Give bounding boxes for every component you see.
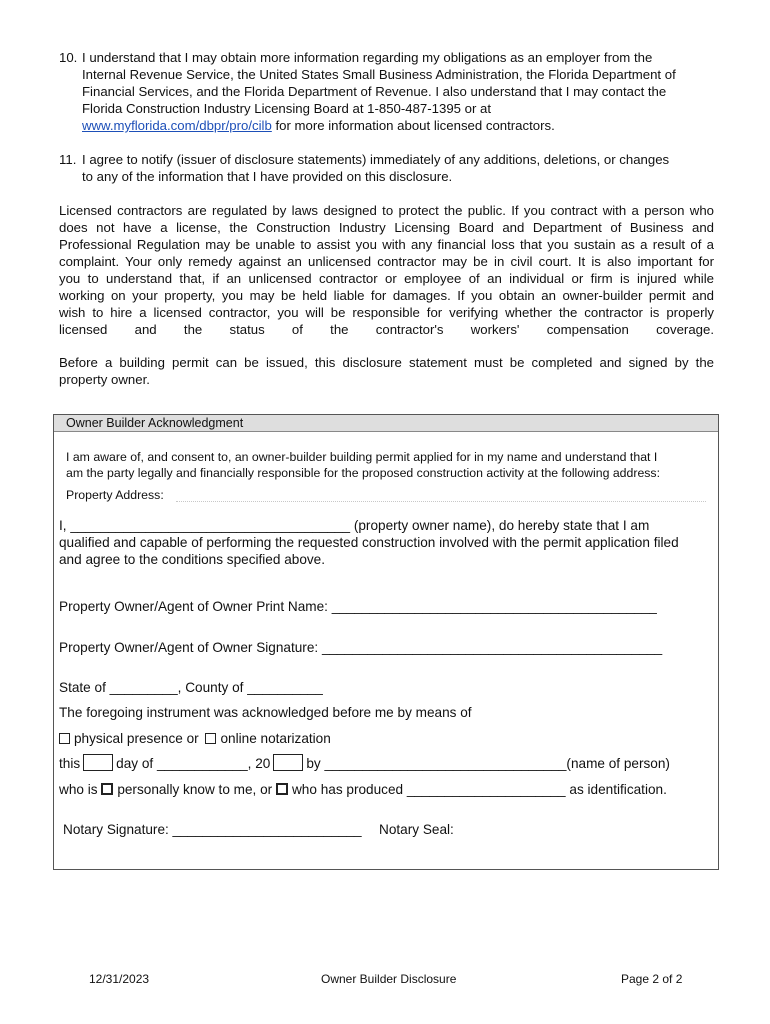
- item-line: [82, 117, 719, 134]
- footer-date: 12/31/2023: [89, 972, 150, 986]
- paragraph-line: property owner.: [59, 372, 150, 387]
- personally-known-checkbox[interactable]: [101, 783, 113, 795]
- item-line: Financial Services, and the Florida Department of Revenue. I also understand that I may contact the: [82, 84, 667, 99]
- online-notarization-label: online notarization: [220, 731, 331, 746]
- physical-presence-checkbox[interactable]: [59, 733, 70, 744]
- ack-line-1: I am aware of, and consent to, an owner-builder building permit applied for in my name and understand that I: [66, 450, 658, 464]
- item-line: Florida Construction Industry Licensing Board at 1-850-487-1395 or at: [82, 101, 492, 116]
- footer-page-number: Page 2 of 2: [621, 972, 683, 986]
- paragraph-line: does not have a license, the Construction Industry Licensing Board and Department of Business and: [59, 220, 714, 235]
- item-line: I agree to notify (issuer of disclosure statements) immediately of any additions, deletions, or changes: [82, 152, 670, 167]
- online-notarization-checkbox[interactable]: [205, 733, 216, 744]
- by-label: by ________________________________(name of person): [306, 756, 670, 771]
- personally-known-label: personally know to me, or: [117, 782, 273, 797]
- item-text: [82, 151, 719, 185]
- item-number: 11.: [59, 152, 77, 167]
- ack-header: Owner Builder Acknowledgment: [54, 415, 718, 432]
- paragraph-line: wish to hire a licensed contractor, you will be responsible for verifying whether the contractor is properly: [59, 305, 714, 320]
- item-line: Internal Revenue Service, the United States Small Business Administration, the Florida Department of: [82, 67, 676, 82]
- ack-line-2: am the party legally and financially responsible for the proposed construction activity at the following address:: [66, 466, 660, 480]
- item-text: [82, 49, 719, 134]
- licensed-contractors-paragraph: [59, 202, 714, 338]
- paragraph-line: licensed and the status of the contractor's workers' compensation coverage.: [59, 322, 714, 337]
- permit-paragraph: [59, 354, 714, 388]
- produced-id-checkbox[interactable]: [276, 783, 288, 795]
- property-address-field[interactable]: [176, 501, 706, 502]
- state-county-field[interactable]: State of _________, County of __________: [59, 680, 323, 695]
- statement-line: I, _____________________________________ (property owner name), do hereby state that I am: [59, 518, 650, 533]
- item-line: I understand that I may obtain more information regarding my obligations as an employer from the: [82, 50, 653, 65]
- identification-line: [59, 781, 667, 798]
- produced-id-label: who has produced _____________________ as identification.: [291, 782, 667, 797]
- item-number: 10.: [59, 50, 78, 65]
- signature-field[interactable]: Property Owner/Agent of Owner Signature: _____________________________________________: [59, 640, 663, 655]
- owner-builder-acknowledgment-box: [53, 414, 719, 870]
- physical-presence-label: physical presence or: [74, 731, 199, 746]
- year-input[interactable]: [273, 754, 303, 771]
- notary-signature-field[interactable]: Notary Signature: _________________________: [63, 822, 362, 837]
- list-item-10: [59, 49, 719, 134]
- statement-line: and agree to the conditions specified above.: [59, 552, 326, 567]
- link-suffix: for more information about licensed contractors.: [271, 118, 555, 133]
- day-input[interactable]: [83, 754, 113, 771]
- paragraph-line: Licensed contractors are regulated by laws designed to protect the public. If you contract with a person who: [59, 203, 714, 218]
- item-line: to any of the information that I have provided on this disclosure.: [82, 169, 453, 184]
- statement-line: qualified and capable of performing the requested construction involved with the permit application filed: [59, 535, 679, 550]
- date-line: [59, 754, 670, 772]
- day-of-label: day of ____________, 20: [116, 756, 271, 771]
- paragraph-line: working on your property, you may be held liable for damages. If you obtain an owner-builder permit and: [59, 288, 714, 303]
- print-name-field[interactable]: Property Owner/Agent of Owner Print Name: ___________________________________________: [59, 599, 657, 614]
- paragraph-line: Before a building permit can be issued, this disclosure statement must be completed and signed by the: [59, 355, 714, 370]
- paragraph-line: complaint. Your only remedy against an unlicensed contractor may be in civil court. It is also important for: [59, 254, 714, 269]
- notarization-options: [59, 730, 331, 747]
- footer-title: Owner Builder Disclosure: [321, 972, 457, 986]
- this-label: this: [59, 756, 81, 771]
- foregoing-text: The foregoing instrument was acknowledged before me by means of: [59, 705, 472, 720]
- who-is-label: who is: [59, 782, 98, 797]
- owner-statement: [59, 517, 679, 568]
- list-item-11: [59, 151, 719, 185]
- cilb-link[interactable]: www.myflorida.com/dbpr/pro/cilb: [82, 118, 272, 133]
- paragraph-line: you to understand that, if an unlicensed contractor or employee of an individual or firm is injured while: [59, 271, 714, 286]
- notary-seal-label: Notary Seal:: [379, 822, 454, 837]
- paragraph-line: Professional Regulation may be unable to assist you with any financial loss that you sustain as a result of a: [59, 237, 714, 252]
- property-address-label: Property Address:: [66, 488, 164, 502]
